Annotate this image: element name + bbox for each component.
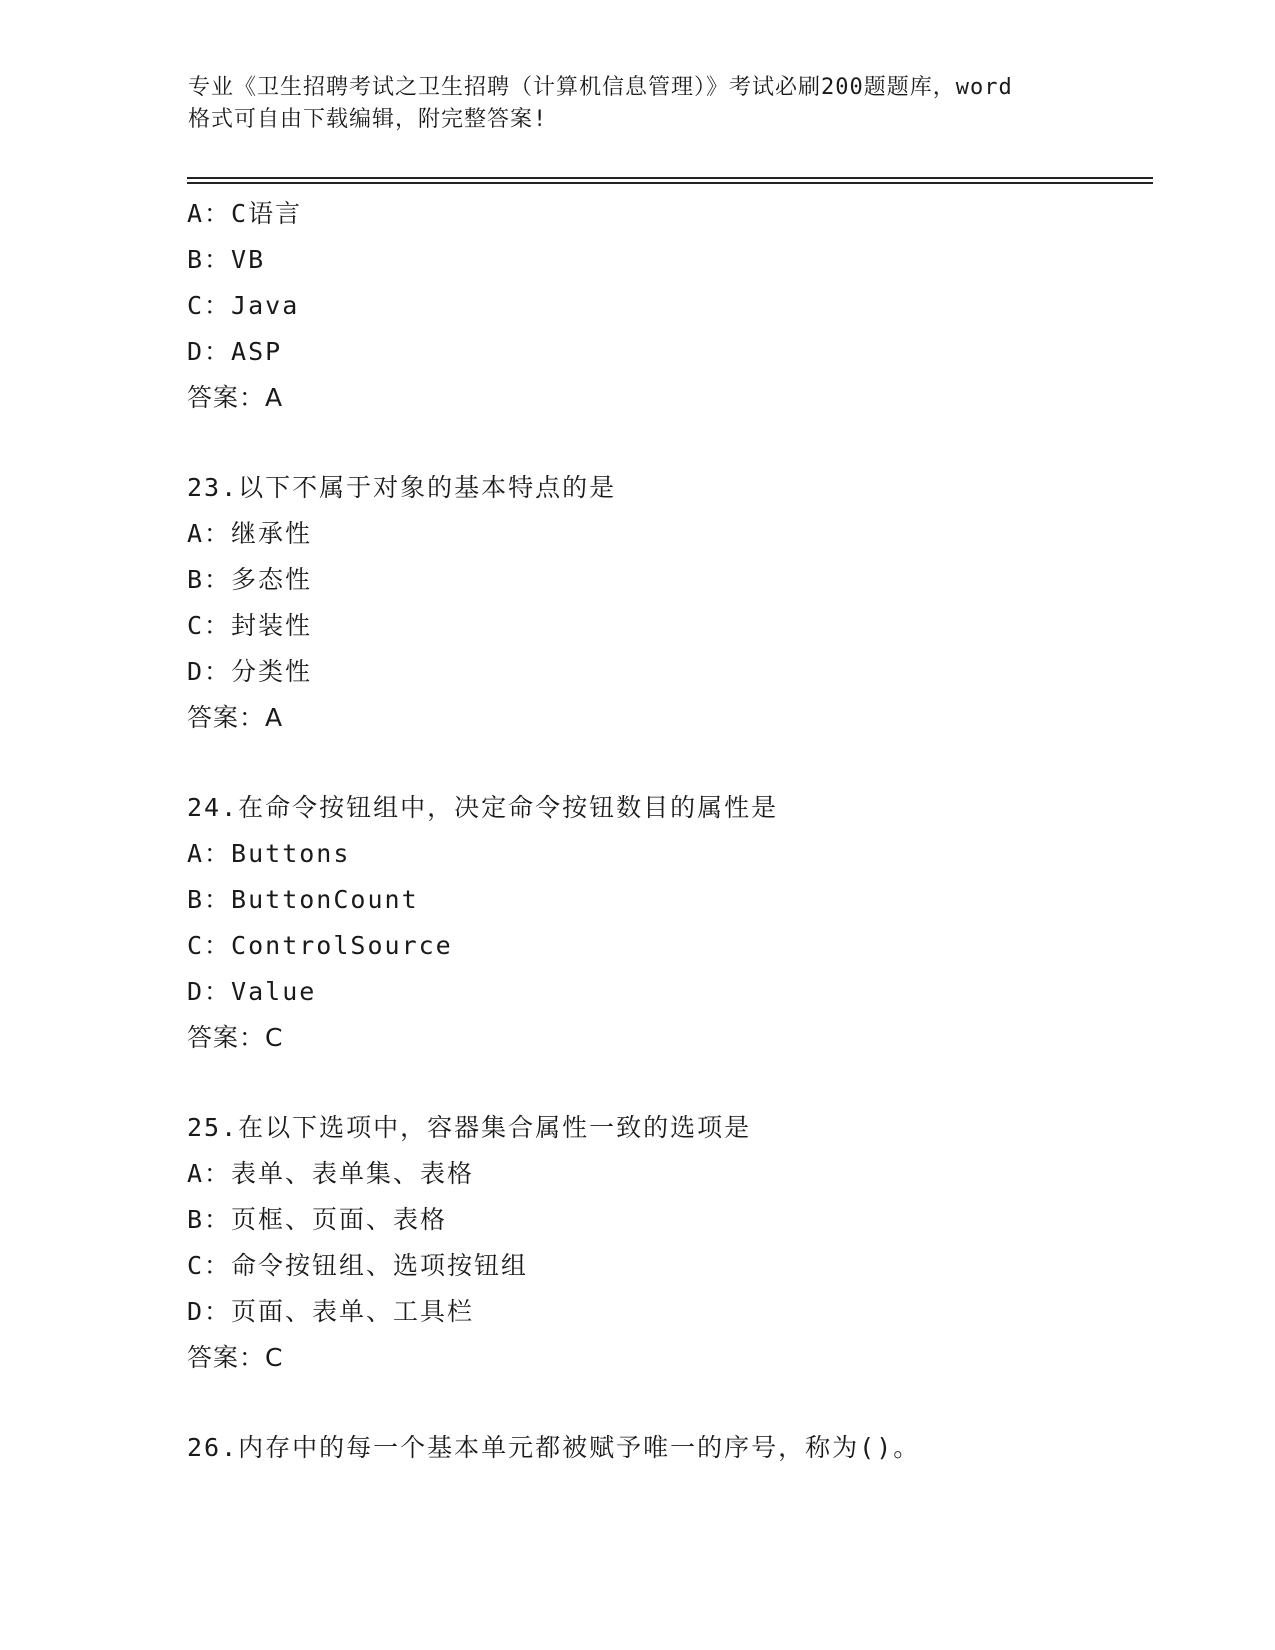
header-divider-top (187, 177, 1153, 179)
answer-line: 答案：A (187, 383, 284, 412)
option-b: B：VB (187, 245, 266, 274)
header-line-2: 格式可自由下载编辑，附完整答案! (188, 107, 548, 132)
question-24 (187, 785, 1147, 1061)
option-d: D：ASP (187, 337, 283, 366)
option-d: D：页面、表单、工具栏 (187, 1297, 475, 1326)
answer-line: 答案：A (187, 703, 284, 732)
question-title: 26.内存中的每一个基本单元都被赋予唯一的序号，称为()。 (187, 1433, 921, 1462)
question-26 (187, 1425, 1147, 1471)
question-list (187, 191, 1147, 1471)
document-header (188, 72, 1088, 136)
question-title: 23.以下不属于对象的基本特点的是 (187, 473, 617, 502)
answer-line: 答案：C (187, 1023, 284, 1052)
option-d: D：分类性 (187, 657, 313, 686)
option-a: A：Buttons (187, 839, 351, 868)
option-c: C：命令按钮组、选项按钮组 (187, 1251, 529, 1280)
option-d: D：Value (187, 977, 317, 1006)
option-a: A：C语言 (187, 199, 303, 228)
option-a: A：表单、表单集、表格 (187, 1159, 475, 1188)
option-b: B：多态性 (187, 565, 313, 594)
option-c: C：ControlSource (187, 931, 453, 960)
question-title: 25.在以下选项中，容器集合属性一致的选项是 (187, 1113, 752, 1142)
question-25 (187, 1105, 1147, 1381)
header-line-1: 专业《卫生招聘考试之卫生招聘（计算机信息管理）》考试必刷200题题库，word (188, 75, 1013, 100)
question-23 (187, 465, 1147, 741)
question-22-continued (187, 191, 1147, 421)
option-c: C：封装性 (187, 611, 313, 640)
option-b: B：ButtonCount (187, 885, 419, 914)
option-c: C：Java (187, 291, 300, 320)
option-a: A：继承性 (187, 519, 313, 548)
question-title: 24.在命令按钮组中，决定命令按钮数目的属性是 (187, 793, 779, 822)
header-divider-bottom (187, 182, 1153, 184)
answer-line: 答案：C (187, 1343, 284, 1372)
option-b: B：页框、页面、表格 (187, 1205, 448, 1234)
